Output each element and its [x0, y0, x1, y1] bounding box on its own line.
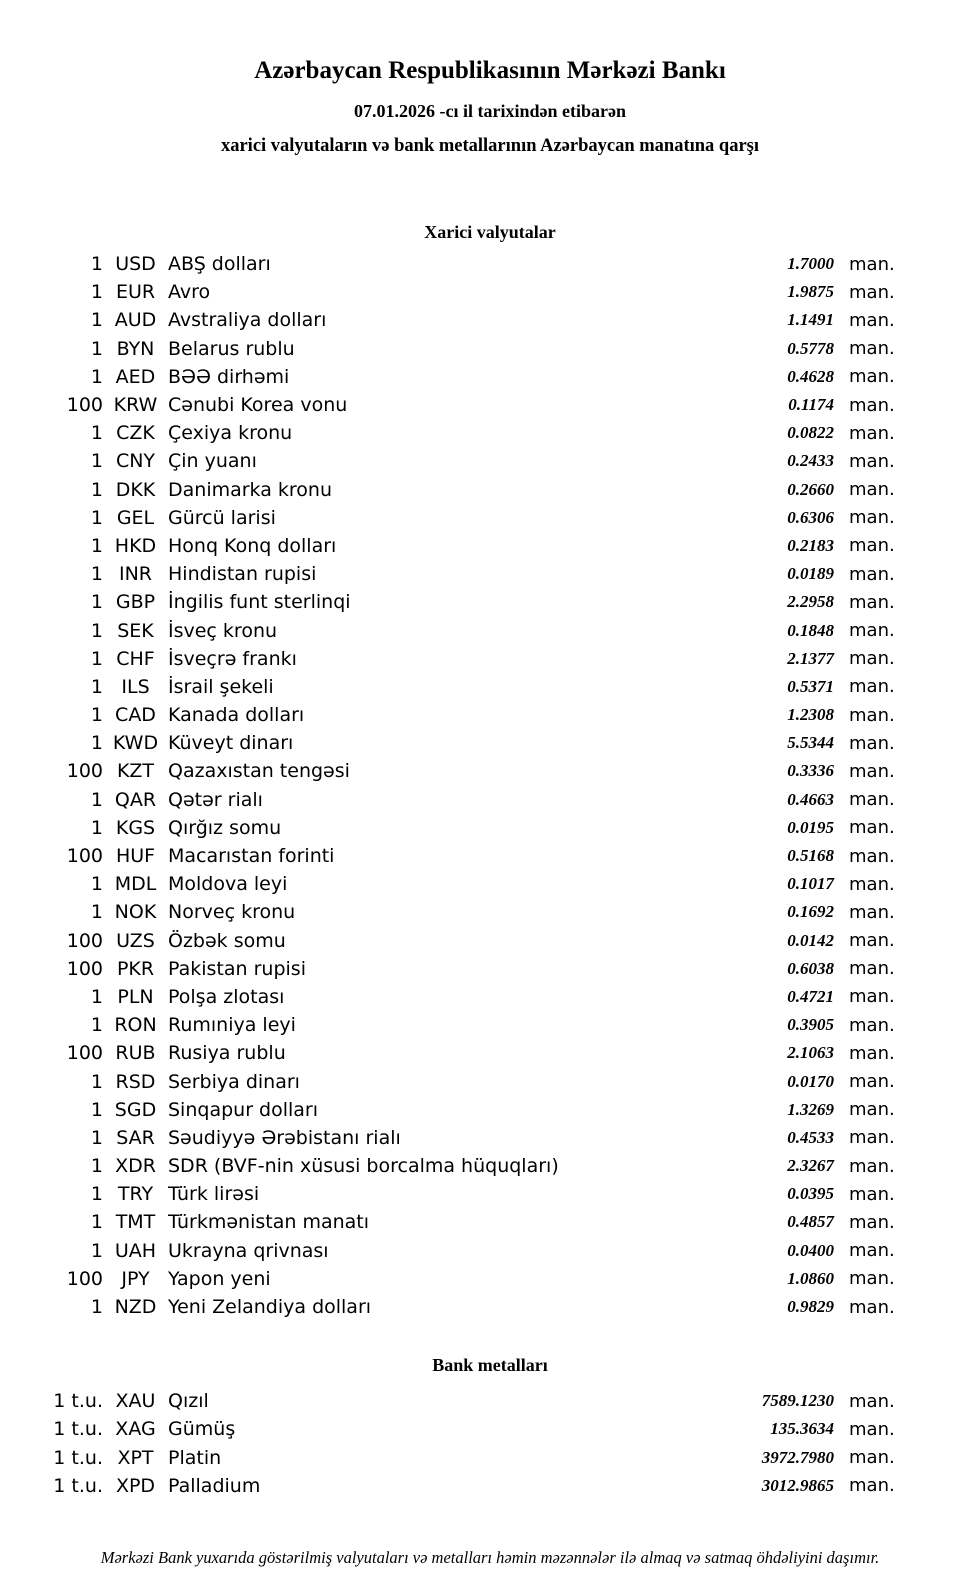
row-currency-code: ILS: [121, 675, 150, 698]
currency-row: [0, 898, 980, 926]
metal-row: [0, 1472, 980, 1500]
row-currency-name: Qətər rialı: [168, 788, 263, 811]
row-unit-label: man.: [849, 817, 895, 839]
row-currency-name: Hindistan rupisi: [168, 563, 317, 586]
row-currency-name: Belarus rublu: [168, 337, 295, 360]
row-quantity: 1: [90, 1070, 103, 1093]
row-currency-name: Türkmənistan manatı: [168, 1211, 370, 1234]
row-quantity: 1 t.u.: [53, 1390, 103, 1413]
row-unit-label: man.: [849, 1155, 895, 1177]
row-rate: 0.5371: [787, 676, 834, 696]
currency-row: [0, 363, 980, 391]
row-currency-code: NZD: [114, 1296, 157, 1319]
row-unit-label: man.: [849, 535, 895, 557]
row-unit-label: man.: [849, 1240, 895, 1262]
row-currency-name: Cənubi Korea vonu: [168, 394, 348, 417]
row-currency-name: Avro: [168, 281, 211, 304]
row-unit-label: man.: [849, 901, 895, 923]
row-currency-code: BYN: [116, 337, 155, 360]
row-unit-label: man.: [849, 845, 895, 867]
row-unit-label: man.: [849, 281, 895, 303]
currency-row: [0, 1011, 980, 1039]
currency-row: [0, 278, 980, 306]
row-currency-code: KZT: [116, 760, 155, 783]
currency-row: [0, 955, 980, 983]
currency-row: [0, 1096, 980, 1124]
row-unit-label: man.: [849, 789, 895, 811]
row-currency-name: Danimarka kronu: [168, 478, 333, 501]
row-currency-code: RUB: [115, 1042, 156, 1065]
currency-row: [0, 1293, 980, 1321]
row-currency-code: RON: [114, 1014, 157, 1037]
row-currency-code: INR: [118, 563, 153, 586]
row-quantity: 1: [90, 1296, 103, 1319]
row-quantity: 100: [66, 760, 103, 783]
row-unit-label: man.: [849, 366, 895, 388]
row-rate: 0.3336: [787, 761, 834, 781]
row-currency-name: Pakistan rupisi: [168, 957, 306, 980]
row-quantity: 1: [90, 1211, 103, 1234]
page-title: Azərbaycan Respublikasının Mərkəzi Bankı: [254, 57, 726, 84]
row-currency-name: Ukrayna qrivnası: [168, 1239, 329, 1262]
currency-row: [0, 757, 980, 785]
row-quantity: 1: [90, 873, 103, 896]
row-currency-code: PKR: [116, 957, 155, 980]
row-rate: 1.9875: [787, 282, 834, 302]
row-rate: 1.2308: [787, 705, 834, 725]
row-currency-name: Moldova leyi: [168, 873, 288, 896]
row-currency-name: Qazaxıstan tengəsi: [168, 760, 350, 783]
currency-row: [0, 1237, 980, 1265]
row-currency-name: Macarıstan forinti: [168, 845, 335, 868]
row-rate: 0.4628: [787, 366, 834, 386]
row-rate: 1.7000: [787, 254, 834, 274]
row-currency-code: XDR: [115, 1155, 156, 1178]
row-unit-label: man.: [849, 1127, 895, 1149]
row-rate: 0.6038: [787, 958, 834, 978]
row-currency-name: Rusiya rublu: [168, 1042, 286, 1065]
row-unit-label: man.: [849, 986, 895, 1008]
row-rate: 5.5344: [787, 733, 834, 753]
row-currency-code: TRY: [117, 1183, 154, 1206]
currency-row: [0, 786, 980, 814]
row-unit-label: man.: [849, 1071, 895, 1093]
row-rate: 0.4663: [787, 789, 834, 809]
row-rate: 0.2433: [787, 451, 834, 471]
row-currency-name: SDR (BVF-nin xüsusi borcalma hüquqları): [168, 1155, 559, 1178]
row-quantity: 1: [90, 704, 103, 727]
row-currency-name: Rumıniya leyi: [168, 1014, 296, 1037]
row-unit-label: man.: [849, 563, 895, 585]
row-currency-name: Avstraliya dolları: [168, 309, 327, 332]
currency-row: [0, 1039, 980, 1067]
row-rate: 0.5778: [787, 338, 834, 358]
row-unit-label: man.: [849, 760, 895, 782]
row-unit-label: man.: [849, 958, 895, 980]
row-unit-label: man.: [849, 704, 895, 726]
row-currency-code: KWD: [112, 732, 159, 755]
row-unit-label: man.: [849, 620, 895, 642]
row-currency-code: XPT: [117, 1446, 154, 1469]
row-quantity: 1: [90, 591, 103, 614]
row-currency-code: TMT: [115, 1211, 156, 1234]
currency-row: [0, 645, 980, 673]
currency-row: [0, 306, 980, 334]
row-quantity: 1: [90, 506, 103, 529]
row-currency-code: XAG: [115, 1418, 156, 1441]
row-currency-name: Türk lirəsi: [168, 1183, 260, 1206]
row-quantity: 1: [90, 1014, 103, 1037]
row-unit-label: man.: [849, 253, 895, 275]
row-currency-name: Yapon yeni: [168, 1267, 271, 1290]
row-currency-name: Polşa zlotası: [168, 985, 285, 1008]
row-quantity: 1: [90, 534, 103, 557]
currency-row: [0, 870, 980, 898]
row-rate: 1.0860: [787, 1268, 834, 1288]
row-quantity: 1 t.u.: [53, 1446, 103, 1469]
row-rate: 0.0189: [787, 564, 834, 584]
row-quantity: 1: [90, 788, 103, 811]
row-rate: 0.6306: [787, 507, 834, 527]
row-currency-code: CNY: [115, 450, 156, 473]
row-rate: 3012.9865: [761, 1475, 834, 1495]
row-rate: 0.0822: [787, 423, 834, 443]
row-currency-name: Yeni Zelandiya dolları: [168, 1296, 372, 1319]
row-currency-name: Sinqapur dolları: [168, 1098, 319, 1121]
row-rate: 0.3905: [787, 1015, 834, 1035]
row-rate: 0.1848: [787, 620, 834, 640]
row-currency-name: Serbiya dinarı: [168, 1070, 300, 1093]
row-currency-code: NOK: [114, 901, 157, 924]
row-currency-code: GBP: [115, 591, 156, 614]
row-unit-label: man.: [849, 1014, 895, 1036]
row-quantity: 100: [66, 1042, 103, 1065]
row-unit-label: man.: [849, 1296, 895, 1318]
row-currency-code: SAR: [116, 1126, 155, 1149]
row-currency-code: HUF: [115, 845, 156, 868]
row-quantity: 100: [66, 929, 103, 952]
row-currency-code: AUD: [114, 309, 157, 332]
row-rate: 0.4533: [787, 1127, 834, 1147]
row-rate: 0.2660: [787, 479, 834, 499]
row-rate: 1.3269: [787, 1099, 834, 1119]
row-unit-label: man.: [849, 309, 895, 331]
row-rate: 0.0395: [787, 1184, 834, 1204]
row-currency-code: PLN: [117, 985, 154, 1008]
row-rate: 2.2958: [787, 592, 834, 612]
row-currency-code: UZS: [116, 929, 155, 952]
row-unit-label: man.: [849, 1390, 895, 1412]
row-quantity: 100: [66, 394, 103, 417]
row-unit-label: man.: [849, 1099, 895, 1121]
row-rate: 3972.7980: [761, 1447, 834, 1467]
row-quantity: 1: [90, 365, 103, 388]
row-currency-code: EUR: [115, 281, 156, 304]
currency-row: [0, 504, 980, 532]
row-unit-label: man.: [849, 1183, 895, 1205]
currency-row: [0, 1208, 980, 1236]
row-unit-label: man.: [849, 422, 895, 444]
row-quantity: 1: [90, 253, 103, 276]
row-unit-label: man.: [849, 1268, 895, 1290]
row-currency-name: İsrail şekeli: [168, 675, 274, 698]
currency-row: [0, 335, 980, 363]
currency-row: [0, 701, 980, 729]
row-rate: 0.2183: [787, 535, 834, 555]
row-currency-name: Qızıl: [168, 1390, 209, 1413]
row-unit-label: man.: [849, 873, 895, 895]
row-quantity: 1: [90, 337, 103, 360]
currency-row: [0, 560, 980, 588]
row-currency-name: Qırğız somu: [168, 816, 282, 839]
row-rate: 0.4721: [787, 986, 834, 1006]
row-unit-label: man.: [849, 479, 895, 501]
row-currency-code: KGS: [115, 816, 156, 839]
currency-row: [0, 983, 980, 1011]
row-unit-label: man.: [849, 450, 895, 472]
row-rate: 1.1491: [787, 310, 834, 330]
metal-row: [0, 1444, 980, 1472]
row-quantity: 1: [90, 985, 103, 1008]
row-unit-label: man.: [849, 591, 895, 613]
currency-row: [0, 532, 980, 560]
row-currency-code: CZK: [116, 422, 155, 445]
row-currency-code: MDL: [114, 873, 157, 896]
row-rate: 7589.1230: [761, 1391, 834, 1411]
currency-row: [0, 250, 980, 278]
row-unit-label: man.: [849, 1418, 895, 1440]
row-unit-label: man.: [849, 338, 895, 360]
row-quantity: 1: [90, 563, 103, 586]
row-currency-name: BƏƏ dirhəmi: [168, 365, 290, 388]
row-currency-name: Norveç kronu: [168, 901, 296, 924]
row-quantity: 1: [90, 732, 103, 755]
row-quantity: 1: [90, 281, 103, 304]
row-quantity: 1: [90, 901, 103, 924]
row-currency-code: GEL: [116, 506, 155, 529]
row-rate: 0.9829: [787, 1297, 834, 1317]
row-rate: 0.1174: [788, 395, 834, 415]
currency-row: [0, 842, 980, 870]
row-unit-label: man.: [849, 676, 895, 698]
row-currency-name: Çin yuanı: [168, 450, 257, 473]
row-currency-name: Küveyt dinarı: [168, 732, 294, 755]
currency-table: [0, 250, 980, 1321]
row-unit-label: man.: [849, 1211, 895, 1233]
row-unit-label: man.: [849, 648, 895, 670]
row-currency-code: SGD: [114, 1098, 157, 1121]
row-quantity: 1: [90, 422, 103, 445]
currency-row: [0, 1152, 980, 1180]
row-quantity: 1: [90, 1098, 103, 1121]
currency-section-title: Xarici valyutalar: [424, 222, 556, 242]
row-rate: 2.3267: [787, 1156, 834, 1176]
row-quantity: 1: [90, 478, 103, 501]
row-currency-code: SEK: [117, 619, 154, 642]
row-rate: 0.1692: [787, 902, 834, 922]
currency-row: [0, 588, 980, 616]
currency-row: [0, 729, 980, 757]
metal-section-title: Bank metalları: [432, 1355, 548, 1376]
row-unit-label: man.: [849, 1042, 895, 1064]
currency-row: [0, 447, 980, 475]
row-rate: 0.0170: [787, 1071, 834, 1091]
row-currency-code: USD: [115, 253, 156, 276]
row-unit-label: man.: [849, 930, 895, 952]
disclaimer-note: Mərkəzi Bank yuxarıda göstərilmiş valyutaları və metalları həmin məzənnələr ilə almaq və satmaq öhdəliyini daşımır.: [100, 1547, 880, 1567]
row-currency-name: Platin: [168, 1446, 222, 1469]
row-currency-code: QAR: [114, 788, 157, 811]
row-currency-code: XPD: [115, 1474, 156, 1497]
row-currency-code: JPY: [121, 1267, 150, 1290]
row-currency-name: Palladium: [168, 1474, 261, 1497]
row-currency-name: Gümüş: [168, 1418, 236, 1441]
row-unit-label: man.: [849, 1447, 895, 1469]
row-quantity: 100: [66, 1267, 103, 1290]
row-quantity: 1: [90, 675, 103, 698]
row-quantity: 1 t.u.: [53, 1418, 103, 1441]
row-rate: 2.1063: [787, 1043, 834, 1063]
currency-row: [0, 1067, 980, 1095]
currency-row: [0, 927, 980, 955]
row-currency-code: DKK: [115, 478, 156, 501]
metal-row: [0, 1387, 980, 1415]
row-rate: 0.0142: [787, 930, 834, 950]
row-currency-code: CAD: [115, 704, 156, 727]
row-quantity: 1: [90, 816, 103, 839]
row-currency-code: HKD: [114, 534, 157, 557]
row-quantity: 1: [90, 1239, 103, 1262]
row-unit-label: man.: [849, 507, 895, 529]
row-quantity: 1 t.u.: [53, 1474, 103, 1497]
row-quantity: 1: [90, 1155, 103, 1178]
row-currency-name: Səudiyyə Ərəbistanı rialı: [168, 1126, 401, 1149]
row-rate: 0.1017: [787, 874, 834, 894]
row-currency-code: RSD: [115, 1070, 156, 1093]
row-currency-name: İngilis funt sterlinqi: [168, 591, 351, 614]
currency-row: [0, 476, 980, 504]
metal-row: [0, 1415, 980, 1443]
row-unit-label: man.: [849, 1475, 895, 1497]
currency-row: [0, 814, 980, 842]
row-rate: 0.4857: [787, 1212, 834, 1232]
currency-row: [0, 1265, 980, 1293]
metal-table: [0, 1387, 980, 1500]
row-quantity: 1: [90, 309, 103, 332]
currency-row: [0, 673, 980, 701]
currency-row: [0, 616, 980, 644]
row-currency-code: AED: [115, 365, 156, 388]
row-currency-code: UAH: [114, 1239, 157, 1262]
row-currency-code: XAU: [115, 1390, 156, 1413]
row-currency-name: Gürcü larisi: [168, 506, 276, 529]
row-rate: 2.1377: [787, 648, 834, 668]
row-currency-code: CHF: [116, 647, 155, 670]
currency-row: [0, 391, 980, 419]
effective-date-line: 07.01.2026 -cı il tarixindən etibarən: [354, 101, 626, 121]
row-quantity: 1: [90, 1126, 103, 1149]
row-rate: 0.5168: [787, 846, 834, 866]
row-unit-label: man.: [849, 732, 895, 754]
row-rate: 0.0400: [787, 1240, 834, 1260]
row-currency-name: Honq Konq dolları: [168, 534, 337, 557]
row-rate: 0.0195: [787, 817, 834, 837]
row-quantity: 1: [90, 450, 103, 473]
row-quantity: 1: [90, 619, 103, 642]
row-currency-code: KRW: [113, 394, 158, 417]
row-unit-label: man.: [849, 394, 895, 416]
currency-row: [0, 419, 980, 447]
row-quantity: 1: [90, 647, 103, 670]
row-quantity: 100: [66, 957, 103, 980]
row-rate: 135.3634: [770, 1419, 834, 1439]
row-quantity: 1: [90, 1183, 103, 1206]
row-currency-name: Kanada dolları: [168, 704, 305, 727]
row-currency-name: İsveçrə frankı: [168, 647, 297, 670]
row-currency-name: İsveç kronu: [168, 619, 278, 642]
currency-row: [0, 1124, 980, 1152]
currency-row: [0, 1180, 980, 1208]
row-currency-name: ABŞ dolları: [168, 253, 271, 276]
row-quantity: 100: [66, 845, 103, 868]
scope-line: xarici valyutaların və bank metallarının Azərbaycan manatına qarşı: [220, 136, 760, 156]
row-currency-name: Çexiya kronu: [168, 422, 293, 445]
row-currency-name: Özbək somu: [168, 929, 286, 952]
